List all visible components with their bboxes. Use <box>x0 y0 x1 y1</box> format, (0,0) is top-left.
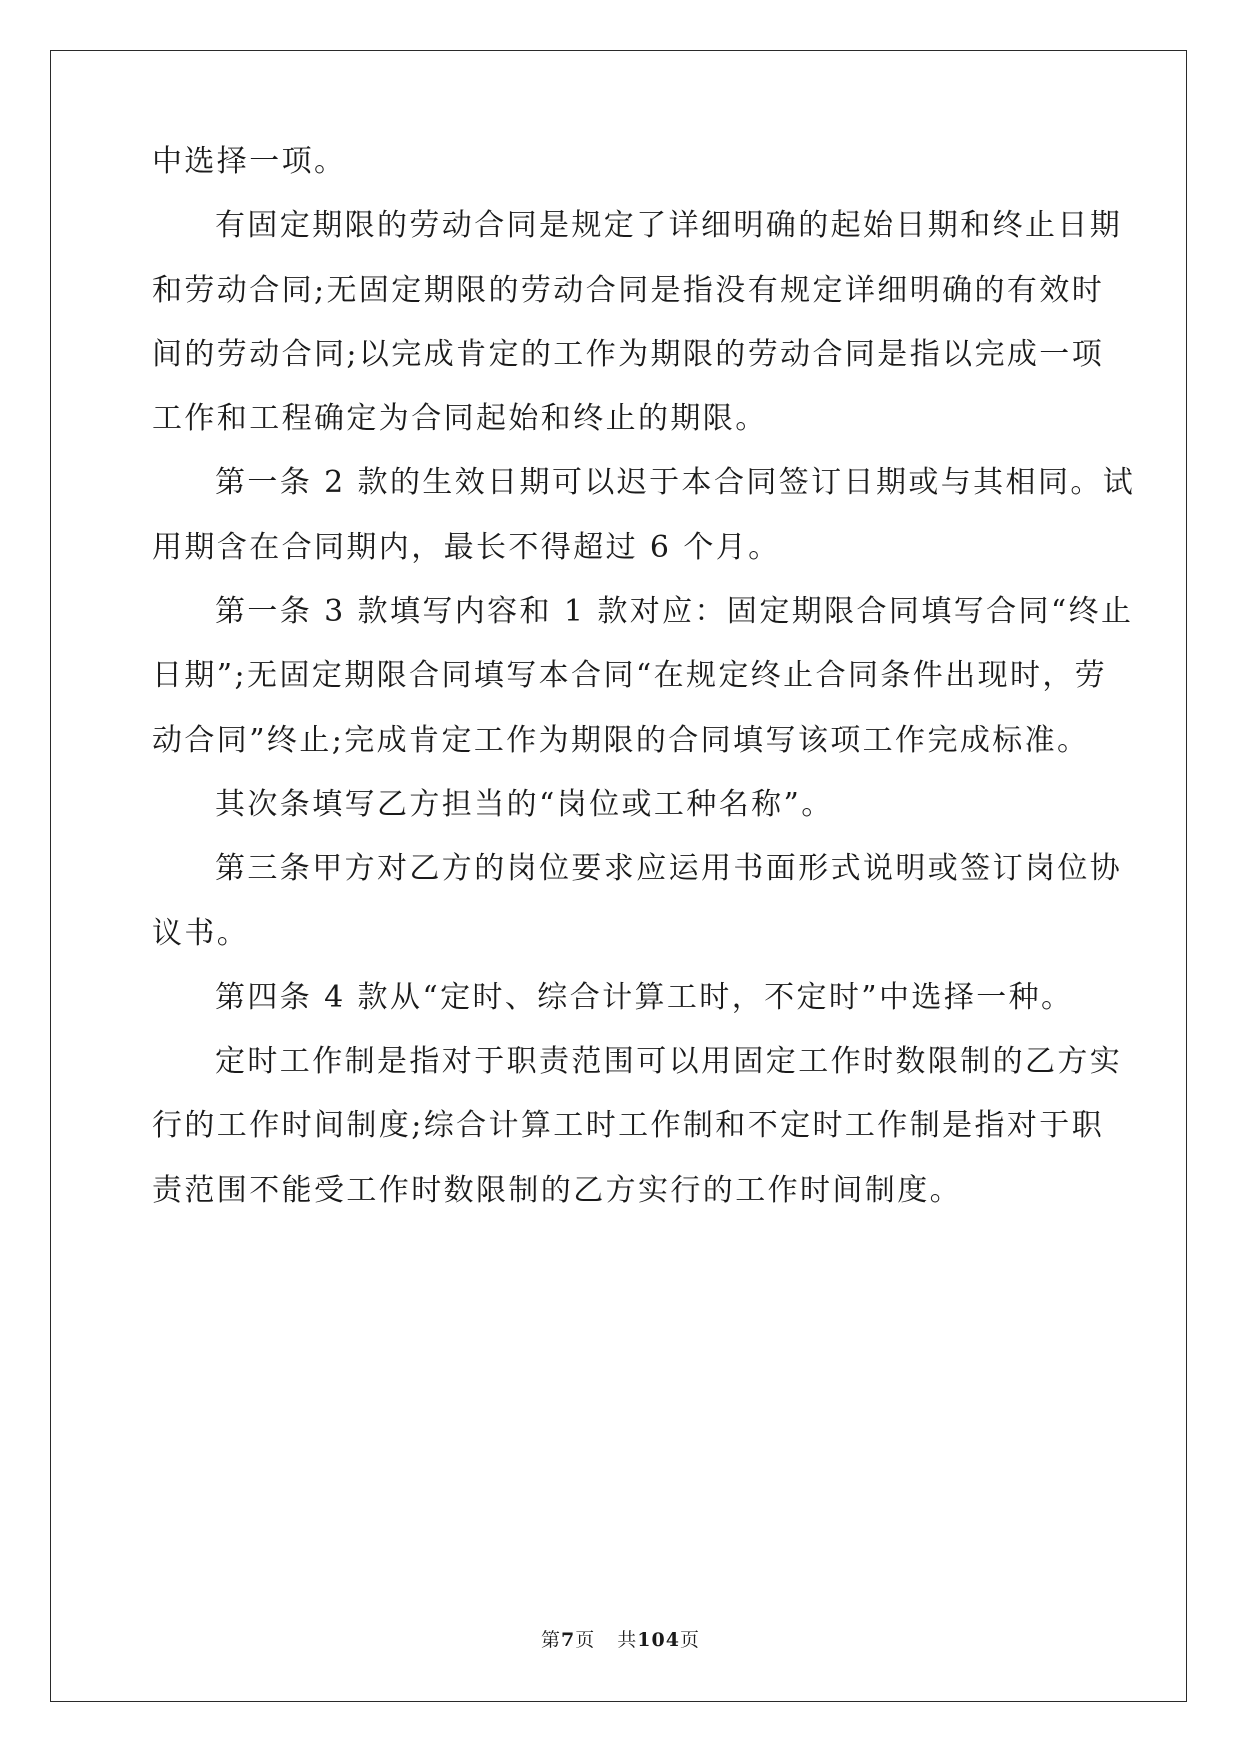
page-suffix: 页 <box>575 1629 596 1651</box>
page-number: 7 <box>561 1629 576 1651</box>
paragraph-line: 第一条 2 款的生效日期可以迟于本合同签订日期或与其相同。试 <box>215 465 1136 501</box>
paragraph-line: 第一条 3 款填写内容和 1 款对应：固定期限合同填写合同“终止 <box>215 594 1134 630</box>
text-line: 动合同”终止;完成肯定工作为期限的合同填写该项工作完成标准。 <box>152 722 1090 758</box>
document-body <box>152 144 1136 1223</box>
paragraph-line: 定时工作制是指对于职责范围可以用固定工作时数限制的乙方实 <box>215 1044 1123 1080</box>
text-line: 间的劳动合同;以完成肯定的工作为期限的劳动合同是指以完成一项 <box>152 336 1105 372</box>
text-line: 用期含在合同期内，最长不得超过 6 个月。 <box>152 529 781 565</box>
paragraph-line: 有固定期限的劳动合同是规定了详细明确的起始日期和终止日期 <box>215 208 1123 244</box>
text-line: 责范围不能受工作时数限制的乙方实行的工作时间制度。 <box>152 1172 962 1208</box>
paragraph-line: 第三条甲方对乙方的岗位要求应运用书面形式说明或签订岗位协 <box>215 851 1123 887</box>
total-prefix: 共 <box>617 1629 638 1651</box>
paragraph-line: 第四条 4 款从“定时、综合计算工时，不定时”中选择一种。 <box>215 979 1074 1015</box>
paragraph-line: 其次条填写乙方担当的“岗位或工种名称”。 <box>215 786 834 822</box>
total-suffix: 页 <box>679 1629 700 1651</box>
text-line: 日期”;无固定期限合同填写本合同“在规定终止合同条件出现时，劳 <box>152 658 1108 694</box>
text-line: 中选择一项。 <box>152 144 347 179</box>
page-footer <box>0 1625 1241 1652</box>
text-line: 和劳动合同;无固定期限的劳动合同是指没有规定详细明确的有效时 <box>152 272 1105 308</box>
total-pages: 104 <box>637 1629 680 1651</box>
text-line: 工作和工程确定为合同起始和终止的期限。 <box>152 401 768 437</box>
text-line: 议书。 <box>152 915 250 951</box>
text-line: 行的工作时间制度;综合计算工时工作制和不定时工作制是指对于职 <box>152 1108 1105 1144</box>
page-prefix: 第 <box>541 1629 562 1651</box>
